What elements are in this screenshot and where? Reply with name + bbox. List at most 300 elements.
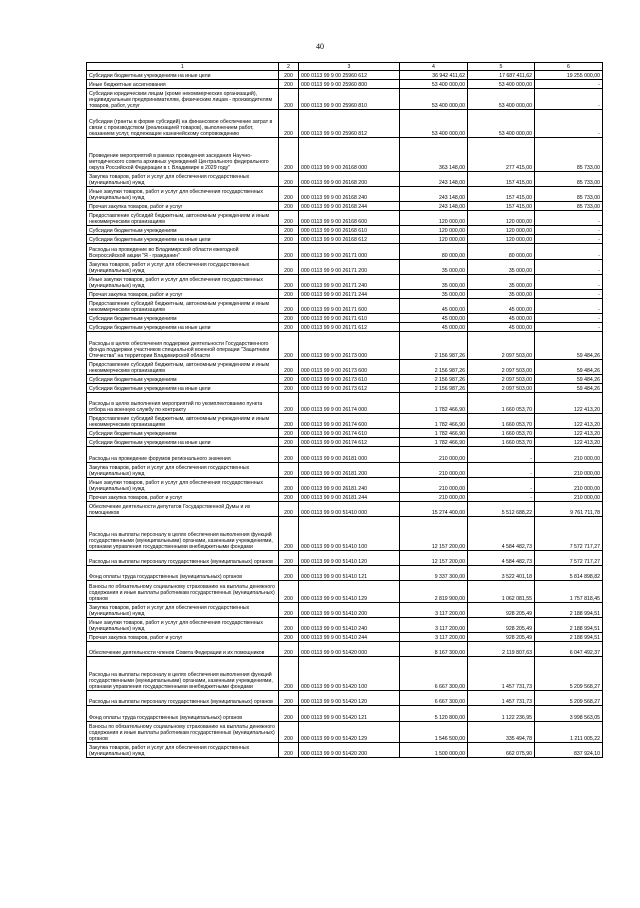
row-col4-cell: 80 000,00 [400, 244, 468, 259]
table-row [87, 617, 603, 632]
row-code-cell: 200 [279, 137, 299, 171]
row-col4-cell: 1 782 466,90 [400, 414, 468, 429]
row-classification-cell: 000 0113 99 9 00 51410 100 [299, 517, 400, 551]
row-code-cell: 200 [279, 657, 299, 691]
row-col5-cell: 120 000,00 [468, 211, 535, 226]
row-col4-cell: 210 000,00 [400, 447, 468, 462]
row-classification-cell: 000 0113 99 9 00 51420 121 [299, 706, 400, 721]
row-col6-cell: 210 000,00 [535, 477, 603, 492]
row-code-cell: 200 [279, 438, 299, 447]
table-row [87, 332, 603, 360]
row-col4-cell: 1 546 500,00 [400, 721, 468, 742]
row-col6-cell: 85 733,00 [535, 202, 603, 211]
row-col5-cell: 157 415,00 [468, 171, 535, 186]
row-col4-cell: 2 156 987,26 [400, 374, 468, 383]
table-row [87, 414, 603, 429]
table-row [87, 392, 603, 413]
row-code-cell: 200 [279, 414, 299, 429]
row-classification-cell: 000 0113 99 9 00 26168 200 [299, 171, 400, 186]
row-col5-cell: 45 000,00 [468, 298, 535, 313]
row-col5-cell: 53 400 000,00 [468, 110, 535, 138]
table-row [87, 244, 603, 259]
table-row [87, 517, 603, 551]
row-col6-cell: - [535, 89, 603, 110]
row-code-cell: 200 [279, 244, 299, 259]
row-name-cell: Предоставление субсидий бюджетным, автономным учреждениям и иным некоммерческим организациям [87, 298, 279, 313]
row-col5-cell: 1 660 053,70 [468, 438, 535, 447]
row-name-cell: Взносы по обязательному социальному страхованию на выплаты денежного содержания и иные выплаты работникам государственных (муниципальных) органов [87, 721, 279, 742]
table-row [87, 71, 603, 80]
row-col4-cell: 8 167 300,00 [400, 642, 468, 657]
row-classification-cell: 000 0113 99 9 00 51410 240 [299, 617, 400, 632]
table-row [87, 235, 603, 244]
row-classification-cell: 000 0113 99 9 00 26181 240 [299, 477, 400, 492]
row-col5-cell: 4 584 482,73 [468, 517, 535, 551]
row-col4-cell: 1 782 466,90 [400, 438, 468, 447]
column-header: 5 [468, 63, 535, 71]
row-classification-cell: 000 0113 99 9 00 51410 121 [299, 566, 400, 581]
row-classification-cell: 000 0113 99 9 00 26168 000 [299, 137, 400, 171]
row-code-cell: 200 [279, 298, 299, 313]
row-code-cell: 200 [279, 742, 299, 757]
row-name-cell: Фонд оплаты труда государственных (муниципальных) органов [87, 706, 279, 721]
row-code-cell: 200 [279, 429, 299, 438]
row-col5-cell: - [468, 462, 535, 477]
row-col6-cell: - [535, 244, 603, 259]
row-col6-cell: 7 572 717,27 [535, 517, 603, 551]
row-col5-cell: 928 205,49 [468, 602, 535, 617]
row-classification-cell: 000 0113 99 9 00 26173 610 [299, 374, 400, 383]
row-col5-cell: - [468, 493, 535, 502]
row-classification-cell: 000 0113 99 9 00 25960 812 [299, 110, 400, 138]
row-col6-cell: 85 733,00 [535, 137, 603, 171]
row-code-cell: 200 [279, 226, 299, 235]
row-name-cell: Прочая закупка товаров, работ и услуг [87, 493, 279, 502]
row-col6-cell: 85 733,00 [535, 171, 603, 186]
row-code-cell: 200 [279, 721, 299, 742]
row-col4-cell: 243 148,00 [400, 186, 468, 201]
row-col5-cell: 45 000,00 [468, 323, 535, 332]
row-name-cell: Прочая закупка товаров, работ и услуг [87, 633, 279, 642]
row-col5-cell: 120 000,00 [468, 226, 535, 235]
table-row [87, 691, 603, 706]
row-name-cell: Субсидии (гранты в форме субсидий) на финансовое обеспечение затрат в связи с производством (реализацией товаров), выполнением работ, оказанием услуг, подлежащие казначейскому сопровождению [87, 110, 279, 138]
row-col4-cell: 12 157 200,00 [400, 551, 468, 566]
row-col5-cell: 1 660 053,70 [468, 429, 535, 438]
row-code-cell: 200 [279, 691, 299, 706]
row-code-cell: 200 [279, 211, 299, 226]
row-classification-cell: 000 0113 99 9 00 26168 600 [299, 211, 400, 226]
row-code-cell: 200 [279, 359, 299, 374]
row-col6-cell: 6 047 492,37 [535, 642, 603, 657]
row-name-cell: Закупка товаров, работ и услуг для обеспечения государственных (муниципальных) нужд [87, 742, 279, 757]
row-name-cell: Субсидии бюджетным учреждениям на иные цели [87, 235, 279, 244]
row-classification-cell: 000 0113 99 9 00 26171 200 [299, 259, 400, 274]
row-name-cell: Субсидии бюджетным учреждениям [87, 314, 279, 323]
row-name-cell: Иные бюджетные ассигнования [87, 80, 279, 89]
row-name-cell: Взносы по обязательному социальному страхованию на выплаты денежного содержания и иные выплаты работникам государственных (муниципальных) органов [87, 581, 279, 602]
row-classification-cell: 000 0113 99 9 00 26173 612 [299, 383, 400, 392]
row-name-cell: Расходы в целях выполнения мероприятий по укомплектованию пункта отбора на военную службу по контракту [87, 392, 279, 413]
row-col5-cell: 2 097 503,00 [468, 359, 535, 374]
row-col6-cell: 2 188 994,51 [535, 602, 603, 617]
table-row [87, 186, 603, 201]
table-row [87, 566, 603, 581]
row-col5-cell: 35 000,00 [468, 274, 535, 289]
row-col6-cell: - [535, 226, 603, 235]
row-col6-cell: - [535, 110, 603, 138]
row-code-cell: 200 [279, 186, 299, 201]
row-code-cell: 200 [279, 289, 299, 298]
table-row [87, 110, 603, 138]
row-col6-cell: 2 188 994,51 [535, 617, 603, 632]
row-code-cell: 200 [279, 502, 299, 517]
table-header-row [87, 63, 603, 71]
row-code-cell: 200 [279, 235, 299, 244]
row-classification-cell: 000 0113 99 9 00 26173 000 [299, 332, 400, 360]
row-classification-cell: 000 0113 99 9 00 26174 000 [299, 392, 400, 413]
row-col6-cell: 210 000,00 [535, 462, 603, 477]
table-row [87, 298, 603, 313]
row-code-cell: 200 [279, 706, 299, 721]
budget-table [86, 62, 603, 758]
row-col5-cell: 1 457 731,73 [468, 691, 535, 706]
table-row [87, 359, 603, 374]
row-col5-cell: 120 000,00 [468, 235, 535, 244]
table-row [87, 202, 603, 211]
row-col5-cell: 277 415,00 [468, 137, 535, 171]
row-col5-cell: - [468, 447, 535, 462]
row-name-cell: Субсидии бюджетным учреждениям [87, 374, 279, 383]
row-code-cell: 200 [279, 462, 299, 477]
row-col4-cell: 5 120 800,00 [400, 706, 468, 721]
row-col6-cell: 19 255 000,00 [535, 71, 603, 80]
row-classification-cell: 000 0113 99 9 00 26171 000 [299, 244, 400, 259]
row-col6-cell: 59 484,26 [535, 332, 603, 360]
row-classification-cell: 000 0113 99 9 00 26168 612 [299, 235, 400, 244]
row-name-cell: Иные закупки товаров, работ и услуг для обеспечения государственных (муниципальных) нужд [87, 477, 279, 492]
row-col4-cell: 35 000,00 [400, 274, 468, 289]
row-name-cell: Предоставление субсидий бюджетным, автономным учреждениям и иным некоммерческим организациям [87, 211, 279, 226]
row-name-cell: Предоставление субсидий бюджетным, автономным учреждениям и иным некоммерческим организациям [87, 359, 279, 374]
row-col4-cell: 363 148,00 [400, 137, 468, 171]
row-col4-cell: 45 000,00 [400, 323, 468, 332]
row-code-cell: 200 [279, 517, 299, 551]
row-col5-cell: 53 400 000,00 [468, 80, 535, 89]
row-name-cell: Расходы на выплаты персоналу в целях обеспечения выполнения функций государственными (муниципальными) органами, казенными учреждениями, органами управления государственными внебюджетными фондами [87, 657, 279, 691]
row-col6-cell: - [535, 259, 603, 274]
row-col5-cell: 2 097 503,00 [468, 332, 535, 360]
row-col4-cell: 9 337 300,00 [400, 566, 468, 581]
row-col5-cell: 662 075,90 [468, 742, 535, 757]
row-col4-cell: 6 667 300,00 [400, 657, 468, 691]
row-name-cell: Закупка товаров, работ и услуг для обеспечения государственных (муниципальных) нужд [87, 171, 279, 186]
row-name-cell: Закупка товаров, работ и услуг для обеспечения государственных (муниципальных) нужд [87, 259, 279, 274]
row-col6-cell: 122 413,20 [535, 392, 603, 413]
row-name-cell: Проведение мероприятий в рамках проведения заседания Научно-методического совета архивных учреждений Центрального федерального округа Российской Федерации в г. Владимире в 2029 году" [87, 137, 279, 171]
row-col4-cell: 2 156 987,26 [400, 383, 468, 392]
row-code-cell: 200 [279, 581, 299, 602]
row-col4-cell: 6 667 300,00 [400, 691, 468, 706]
row-col5-cell: 5 512 688,22 [468, 502, 535, 517]
row-name-cell: Расходы на проведение форумов регионального значения [87, 447, 279, 462]
row-code-cell: 200 [279, 314, 299, 323]
row-name-cell: Субсидии бюджетным учреждениям на иные цели [87, 323, 279, 332]
row-col5-cell: 4 584 482,73 [468, 551, 535, 566]
column-header: 4 [400, 63, 468, 71]
row-code-cell: 200 [279, 566, 299, 581]
row-col6-cell: 1 211 005,22 [535, 721, 603, 742]
row-code-cell: 200 [279, 551, 299, 566]
row-col5-cell: 17 687 411,62 [468, 71, 535, 80]
table-row [87, 374, 603, 383]
row-col4-cell: 1 500 000,00 [400, 742, 468, 757]
row-code-cell: 200 [279, 383, 299, 392]
table-row [87, 551, 603, 566]
row-col6-cell: 210 000,00 [535, 493, 603, 502]
row-col6-cell: 1 757 818,45 [535, 581, 603, 602]
row-classification-cell: 000 0113 99 9 00 26171 244 [299, 289, 400, 298]
row-col6-cell: 3 998 563,05 [535, 706, 603, 721]
row-name-cell: Субсидии бюджетным учреждениям на иные цели [87, 438, 279, 447]
row-code-cell: 200 [279, 493, 299, 502]
row-col6-cell: 59 484,26 [535, 374, 603, 383]
row-name-cell: Субсидии бюджетным учреждениям [87, 429, 279, 438]
table-row [87, 259, 603, 274]
row-col4-cell: 210 000,00 [400, 462, 468, 477]
column-header: 2 [279, 63, 299, 71]
row-code-cell: 200 [279, 171, 299, 186]
row-col6-cell: 122 413,20 [535, 429, 603, 438]
row-code-cell: 200 [279, 110, 299, 138]
row-name-cell: Иные закупки товаров, работ и услуг для обеспечения государственных (муниципальных) нужд [87, 186, 279, 201]
row-code-cell: 200 [279, 477, 299, 492]
table-row [87, 314, 603, 323]
row-name-cell: Расходы на проведение во Владимирской области ежегодной Всероссийской акции "Я - гражданин" [87, 244, 279, 259]
row-col6-cell: - [535, 80, 603, 89]
table-row [87, 462, 603, 477]
row-col5-cell: 335 494,78 [468, 721, 535, 742]
row-classification-cell: 000 0113 99 9 00 51410 200 [299, 602, 400, 617]
row-col6-cell: - [535, 274, 603, 289]
row-classification-cell: 000 0113 99 9 00 26171 600 [299, 298, 400, 313]
row-col4-cell: 12 157 200,00 [400, 517, 468, 551]
row-code-cell: 200 [279, 332, 299, 360]
row-code-cell: 200 [279, 642, 299, 657]
table-row [87, 323, 603, 332]
row-classification-cell: 000 0113 99 9 00 51410 000 [299, 502, 400, 517]
row-name-cell: Обеспечение деятельности членов Совета Федерации и их помощников [87, 642, 279, 657]
row-col6-cell: 210 000,00 [535, 447, 603, 462]
row-col4-cell: 45 000,00 [400, 314, 468, 323]
row-col5-cell: 80 000,00 [468, 244, 535, 259]
row-classification-cell: 000 0113 99 9 00 26168 240 [299, 186, 400, 201]
row-name-cell: Прочая закупка товаров, работ и услуг [87, 289, 279, 298]
row-col4-cell: 35 000,00 [400, 289, 468, 298]
row-classification-cell: 000 0113 99 9 00 26171 610 [299, 314, 400, 323]
row-col5-cell: 157 415,00 [468, 186, 535, 201]
table-row [87, 289, 603, 298]
row-col6-cell: 59 484,26 [535, 359, 603, 374]
row-col4-cell: 243 148,00 [400, 171, 468, 186]
table-row [87, 80, 603, 89]
row-code-cell: 200 [279, 323, 299, 332]
row-code-cell: 200 [279, 89, 299, 110]
row-name-cell: Иные закупки товаров, работ и услуг для обеспечения государственных (муниципальных) нужд [87, 617, 279, 632]
row-classification-cell: 000 0113 99 9 00 26174 612 [299, 438, 400, 447]
row-col6-cell: 85 733,00 [535, 186, 603, 201]
column-header: 1 [87, 63, 279, 71]
row-name-cell: Закупка товаров, работ и услуг для обеспечения государственных (муниципальных) нужд [87, 602, 279, 617]
row-col5-cell: 2 119 807,63 [468, 642, 535, 657]
row-col4-cell: 1 782 466,90 [400, 429, 468, 438]
row-col5-cell: 35 000,00 [468, 289, 535, 298]
table-row [87, 383, 603, 392]
row-classification-cell: 000 0113 99 9 00 25960 800 [299, 80, 400, 89]
row-code-cell: 200 [279, 80, 299, 89]
row-classification-cell: 000 0113 99 9 00 26181 200 [299, 462, 400, 477]
row-col4-cell: 15 274 400,00 [400, 502, 468, 517]
row-col4-cell: 53 400 000,00 [400, 80, 468, 89]
row-classification-cell: 000 0113 99 9 00 51420 100 [299, 657, 400, 691]
table-row [87, 137, 603, 171]
table-row [87, 706, 603, 721]
row-col5-cell: 157 415,00 [468, 202, 535, 211]
column-header: 6 [535, 63, 603, 71]
row-col6-cell: - [535, 289, 603, 298]
row-name-cell: Расходы на выплаты персоналу в целях обеспечения выполнения функций государственными (муниципальными) органами, казенными учреждениями, органами управления государственными внебюджетными фондами [87, 517, 279, 551]
row-col6-cell: 59 484,26 [535, 383, 603, 392]
table-row [87, 274, 603, 289]
row-classification-cell: 000 0113 99 9 00 26171 612 [299, 323, 400, 332]
table-row [87, 657, 603, 691]
row-col4-cell: 2 156 987,26 [400, 332, 468, 360]
row-classification-cell: 000 0113 99 9 00 51420 120 [299, 691, 400, 706]
row-col4-cell: 210 000,00 [400, 493, 468, 502]
table-row [87, 447, 603, 462]
row-name-cell: Обеспечение деятельности депутатов Государственной Думы и их помощников [87, 502, 279, 517]
table-row [87, 581, 603, 602]
row-classification-cell: 000 0113 99 9 00 51410 244 [299, 633, 400, 642]
row-code-cell: 200 [279, 374, 299, 383]
row-classification-cell: 000 0113 99 9 00 26171 240 [299, 274, 400, 289]
row-name-cell: Фонд оплаты труда государственных (муниципальных) органов [87, 566, 279, 581]
row-name-cell: Иные закупки товаров, работ и услуг для обеспечения государственных (муниципальных) нужд [87, 274, 279, 289]
row-name-cell: Расходы в целях обеспечения поддержки деятельности Государственного фонда поддержки участников специальной военной операции "Защитники Отечества" на территории Владимирской области [87, 332, 279, 360]
row-code-cell: 200 [279, 633, 299, 642]
row-code-cell: 200 [279, 392, 299, 413]
row-name-cell: Субсидии бюджетным учреждениям [87, 226, 279, 235]
row-col5-cell: 3 522 401,18 [468, 566, 535, 581]
row-code-cell: 200 [279, 602, 299, 617]
row-col6-cell: 5 209 568,27 [535, 657, 603, 691]
row-classification-cell: 000 0113 99 9 00 25960 612 [299, 71, 400, 80]
row-col5-cell: 53 400 000,00 [468, 89, 535, 110]
row-classification-cell: 000 0113 99 9 00 26173 600 [299, 359, 400, 374]
row-classification-cell: 000 0113 99 9 00 26174 600 [299, 414, 400, 429]
row-name-cell: Субсидии бюджетным учреждениям на иные цели [87, 71, 279, 80]
row-name-cell: Расходы на выплаты персоналу государственных (муниципальных) органов [87, 691, 279, 706]
row-col5-cell: 1 122 236,95 [468, 706, 535, 721]
row-col4-cell: 1 782 466,90 [400, 392, 468, 413]
row-classification-cell: 000 0113 99 9 00 26181 000 [299, 447, 400, 462]
row-classification-cell: 000 0113 99 9 00 51410 120 [299, 551, 400, 566]
row-col6-cell: - [535, 235, 603, 244]
row-col5-cell: 1 457 731,73 [468, 657, 535, 691]
row-col6-cell: - [535, 211, 603, 226]
row-col4-cell: 210 000,00 [400, 477, 468, 492]
row-code-cell: 200 [279, 447, 299, 462]
row-col4-cell: 3 117 200,00 [400, 617, 468, 632]
row-col4-cell: 3 117 200,00 [400, 602, 468, 617]
row-code-cell: 200 [279, 202, 299, 211]
row-name-cell: Закупка товаров, работ и услуг для обеспечения государственных (муниципальных) нужд [87, 462, 279, 477]
row-col4-cell: 53 400 000,00 [400, 89, 468, 110]
row-col5-cell: 2 097 503,00 [468, 383, 535, 392]
row-classification-cell: 000 0113 99 9 00 26168 610 [299, 226, 400, 235]
table-row [87, 602, 603, 617]
row-col6-cell: 122 413,20 [535, 438, 603, 447]
table-row [87, 171, 603, 186]
row-classification-cell: 000 0113 99 9 00 26174 610 [299, 429, 400, 438]
row-col5-cell: 1 660 053,70 [468, 414, 535, 429]
table-row [87, 721, 603, 742]
row-classification-cell: 000 0113 99 9 00 51420 200 [299, 742, 400, 757]
row-col4-cell: 243 148,00 [400, 202, 468, 211]
row-col4-cell: 120 000,00 [400, 235, 468, 244]
table-row [87, 642, 603, 657]
row-col6-cell: 122 413,20 [535, 414, 603, 429]
row-col6-cell: 7 572 717,27 [535, 551, 603, 566]
row-col5-cell: 2 097 503,00 [468, 374, 535, 383]
row-classification-cell: 000 0113 99 9 00 26168 244 [299, 202, 400, 211]
row-col5-cell: 1 062 081,55 [468, 581, 535, 602]
row-classification-cell: 000 0113 99 9 00 51420 000 [299, 642, 400, 657]
row-col6-cell: - [535, 298, 603, 313]
table-row [87, 438, 603, 447]
row-name-cell: Субсидии юридическим лицам (кроме некоммерческих организаций), индивидуальным предпринимателям, физическим лицам - производителям товаров, работ, услуг [87, 89, 279, 110]
row-col4-cell: 120 000,00 [400, 211, 468, 226]
table-row [87, 211, 603, 226]
row-code-cell: 200 [279, 259, 299, 274]
table-row [87, 429, 603, 438]
row-col4-cell: 53 400 000,00 [400, 110, 468, 138]
row-col5-cell: 35 000,00 [468, 259, 535, 274]
row-col4-cell: 45 000,00 [400, 298, 468, 313]
page-number: 40 [316, 42, 324, 51]
table-row [87, 226, 603, 235]
row-col5-cell: 928 205,49 [468, 633, 535, 642]
table-row [87, 89, 603, 110]
row-classification-cell: 000 0113 99 9 00 51410 129 [299, 581, 400, 602]
table-row [87, 742, 603, 757]
column-header: 3 [299, 63, 400, 71]
row-code-cell: 200 [279, 617, 299, 632]
table-row [87, 493, 603, 502]
row-col6-cell: 5 814 898,82 [535, 566, 603, 581]
row-col6-cell: - [535, 323, 603, 332]
row-classification-cell: 000 0113 99 9 00 51420 129 [299, 721, 400, 742]
row-name-cell: Прочая закупка товаров, работ и услуг [87, 202, 279, 211]
table-row [87, 477, 603, 492]
row-name-cell: Субсидии бюджетным учреждениям на иные цели [87, 383, 279, 392]
table-row [87, 633, 603, 642]
row-col6-cell: 837 924,10 [535, 742, 603, 757]
row-col4-cell: 36 942 411,62 [400, 71, 468, 80]
row-col4-cell: 2 819 900,00 [400, 581, 468, 602]
row-col4-cell: 2 156 987,26 [400, 359, 468, 374]
row-col6-cell: 9 761 711,78 [535, 502, 603, 517]
